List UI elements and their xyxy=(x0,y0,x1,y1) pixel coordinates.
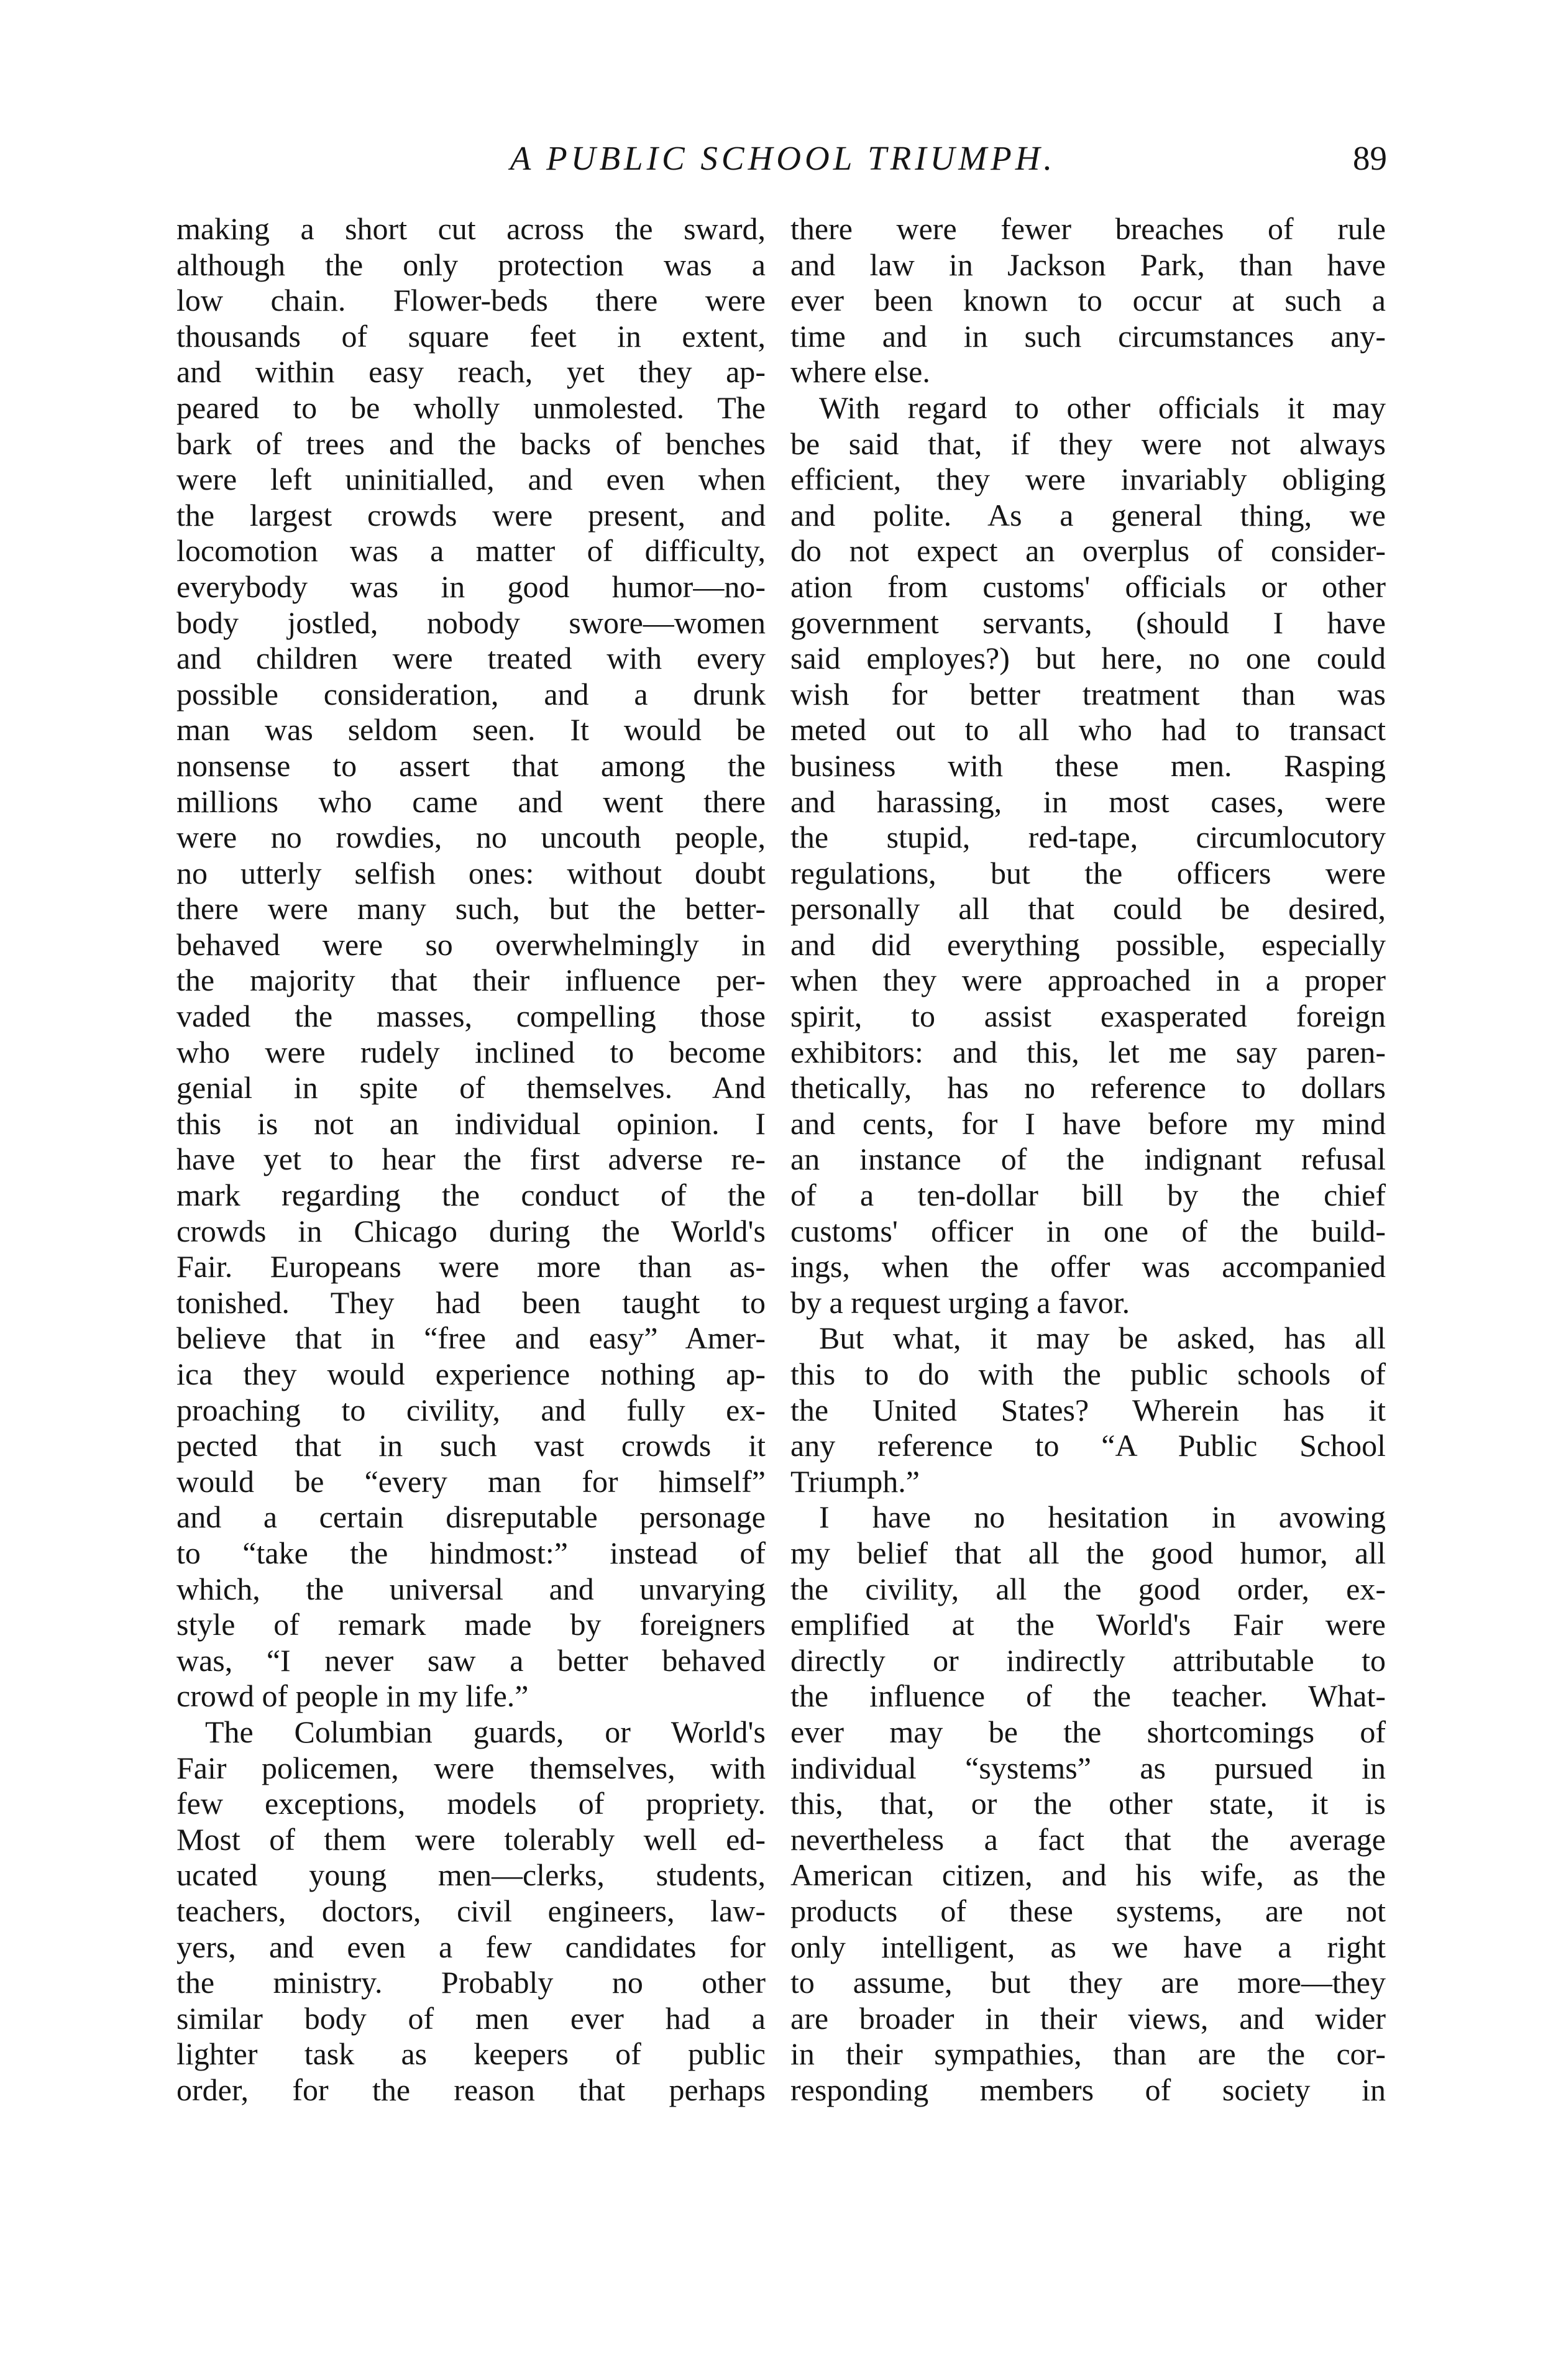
text-line: thetically, has no reference to dollars xyxy=(790,1070,1386,1105)
text-line: few exceptions, models of propriety. xyxy=(176,1786,766,1821)
text-line: emplified at the World's Fair were xyxy=(790,1607,1386,1642)
text-line: business with these men. Rasping xyxy=(790,748,1386,783)
text-line: responding members of society in xyxy=(790,2072,1386,2107)
text-line: this is not an individual opinion. I xyxy=(176,1105,766,1141)
text-line: With regard to other officials it may xyxy=(819,390,1386,425)
text-line: where else. xyxy=(790,354,930,390)
text-line: genial in spite of themselves. And xyxy=(176,1070,766,1105)
text-line: this, that, or the other state, it is xyxy=(790,1786,1386,1821)
text-line: the influence of the teacher. What- xyxy=(790,1678,1386,1714)
text-line: ings, when the offer was accompanied xyxy=(790,1249,1386,1284)
text-line: millions who came and went there xyxy=(176,784,766,819)
text-line: said employes?) but here, no one could xyxy=(790,641,1386,676)
text-line: the civility, all the good order, ex- xyxy=(790,1571,1386,1606)
text-line: and polite. As a general thing, we xyxy=(790,497,1386,533)
text-line: low chain. Flower-beds there were xyxy=(176,283,766,318)
text-line: wish for better treatment than was xyxy=(790,676,1386,712)
text-line: body jostled, nobody swore—women xyxy=(176,605,766,640)
text-line: nevertheless a fact that the average xyxy=(790,1821,1386,1857)
text-line: when they were approached in a proper xyxy=(790,963,1386,998)
text-line: pected that in such vast crowds it xyxy=(176,1428,766,1463)
text-line: the stupid, red-tape, circumlocutory xyxy=(790,820,1386,855)
text-line: crowd of people in my life.” xyxy=(176,1678,529,1714)
text-line: exhibitors: and this, let me say paren- xyxy=(790,1034,1386,1069)
text-line: to “take the hindmost:” instead of xyxy=(176,1535,766,1570)
text-line: ation from customs' officials or other xyxy=(790,569,1386,604)
text-line: my belief that all the good humor, all xyxy=(790,1535,1386,1570)
text-line: making a short cut across the sward, xyxy=(176,211,766,246)
text-line: and within easy reach, yet they ap- xyxy=(176,354,766,390)
text-line: and cents, for I have before my mind xyxy=(790,1105,1386,1141)
text-line: are broader in their views, and wider xyxy=(790,2000,1386,2036)
text-line: of a ten-dollar bill by the chief xyxy=(790,1178,1386,1213)
running-head xyxy=(174,134,1392,183)
text-line: mark regarding the conduct of the xyxy=(176,1178,766,1213)
text-line: ever been known to occur at such a xyxy=(790,283,1386,318)
page-number: 89 xyxy=(1353,139,1387,177)
text-line: by a request urging a favor. xyxy=(790,1284,1130,1320)
text-line: similar body of men ever had a xyxy=(176,2000,766,2036)
text-line: this to do with the public schools of xyxy=(790,1357,1386,1391)
text-line: everybody was in good humor—no- xyxy=(176,569,766,604)
text-line: Most of them were tolerably well ed- xyxy=(176,1821,766,1857)
text-line: thousands of square feet in extent, xyxy=(176,318,766,354)
text-line: Fair policemen, were themselves, with xyxy=(176,1750,766,1785)
text-line: government servants, (should I have xyxy=(790,605,1386,640)
text-line: But what, it may be asked, has all xyxy=(819,1320,1386,1356)
text-line: order, for the reason that perhaps xyxy=(176,2072,766,2107)
text-line: vaded the masses, compelling those xyxy=(176,999,766,1034)
text-line: American citizen, and his wife, as the xyxy=(790,1857,1386,1893)
text-line: products of these systems, are not xyxy=(790,1893,1386,1928)
text-line: and harassing, in most cases, were xyxy=(790,784,1386,819)
text-line: was, “I never saw a better behaved xyxy=(176,1642,766,1678)
text-line: do not expect an overplus of consider- xyxy=(790,533,1386,569)
text-line: peared to be wholly unmolested. The xyxy=(176,390,766,425)
text-line: only intelligent, as we have a right xyxy=(790,1929,1386,1964)
text-line: man was seldom seen. It would be xyxy=(176,712,766,748)
text-line: who were rudely inclined to become xyxy=(176,1034,766,1069)
text-line: Triumph.” xyxy=(790,1463,920,1499)
text-line: time and in such circumstances any- xyxy=(790,318,1386,354)
text-line: and law in Jackson Park, than have xyxy=(790,247,1386,282)
text-line: personally all that could be desired, xyxy=(790,891,1386,927)
text-line: Fair. Europeans were more than as- xyxy=(176,1249,766,1284)
text-line: no utterly selfish ones: without doubt xyxy=(176,855,766,890)
text-line: believe that in “free and easy” Amer- xyxy=(176,1320,766,1356)
text-line: spirit, to assist exasperated foreign xyxy=(790,999,1386,1034)
running-title: A PUBLIC SCHOOL TRIUMPH. xyxy=(510,139,1056,177)
text-line: meted out to all who had to transact xyxy=(790,712,1386,748)
text-line: teachers, doctors, civil engineers, law- xyxy=(176,1893,766,1928)
text-line: any reference to “A Public School xyxy=(790,1428,1386,1463)
text-line: behaved were so overwhelmingly in xyxy=(176,927,766,962)
text-line: and a certain disreputable personage xyxy=(176,1499,766,1535)
text-line: would be “every man for himself” xyxy=(176,1463,766,1499)
text-line: nonsense to assert that among the xyxy=(176,748,766,783)
text-line: the United States? Wherein has it xyxy=(790,1392,1386,1427)
text-line: be said that, if they were not always xyxy=(790,426,1386,461)
text-line: directly or indirectly attributable to xyxy=(790,1642,1386,1678)
text-line: although the only protection was a xyxy=(176,247,766,282)
text-line: tonished. They had been taught to xyxy=(176,1284,766,1320)
text-line: style of remark made by foreigners xyxy=(176,1607,766,1642)
text-line: have yet to hear the first adverse re- xyxy=(176,1142,766,1177)
text-line: regulations, but the officers were xyxy=(790,855,1386,890)
text-line: were no rowdies, no uncouth people, xyxy=(176,820,766,855)
text-line: possible consideration, and a drunk xyxy=(176,676,766,712)
text-line: ica they would experience nothing ap- xyxy=(176,1357,766,1391)
text-line: an instance of the indignant refusal xyxy=(790,1142,1386,1177)
text-column-left xyxy=(176,211,766,2324)
text-line: the ministry. Probably no other xyxy=(176,1965,766,2000)
text-line: lighter task as keepers of public xyxy=(176,2036,766,2072)
text-line: in their sympathies, than are the cor- xyxy=(790,2036,1386,2072)
text-line: bark of trees and the backs of benches xyxy=(176,426,766,461)
text-line: yers, and even a few candidates for xyxy=(176,1929,766,1964)
text-line: proaching to civility, and fully ex- xyxy=(176,1392,766,1427)
text-line: there were many such, but the better- xyxy=(176,891,766,927)
text-line: individual “systems” as pursued in xyxy=(790,1750,1386,1785)
text-line: and children were treated with every xyxy=(176,641,766,676)
text-line: which, the universal and unvarying xyxy=(176,1571,766,1606)
text-column-right xyxy=(790,211,1386,2324)
text-line: and did everything possible, especially xyxy=(790,927,1386,962)
text-line: locomotion was a matter of difficulty, xyxy=(176,533,766,569)
text-line: were left uninitialled, and even when xyxy=(176,462,766,497)
text-line: there were fewer breaches of rule xyxy=(790,211,1386,246)
text-line: crowds in Chicago during the World's xyxy=(176,1213,766,1248)
text-line: the largest crowds were present, and xyxy=(176,497,766,533)
text-line: to assume, but they are more—they xyxy=(790,1965,1386,2000)
text-line: The Columbian guards, or World's xyxy=(205,1714,766,1749)
text-line: I have no hesitation in avowing xyxy=(819,1499,1386,1535)
text-line: efficient, they were invariably obliging xyxy=(790,462,1386,497)
text-line: ucated young men—clerks, students, xyxy=(176,1857,766,1893)
text-line: customs' officer in one of the build- xyxy=(790,1213,1386,1248)
text-line: the majority that their influence per- xyxy=(176,963,766,998)
text-line: ever may be the shortcomings of xyxy=(790,1714,1386,1749)
